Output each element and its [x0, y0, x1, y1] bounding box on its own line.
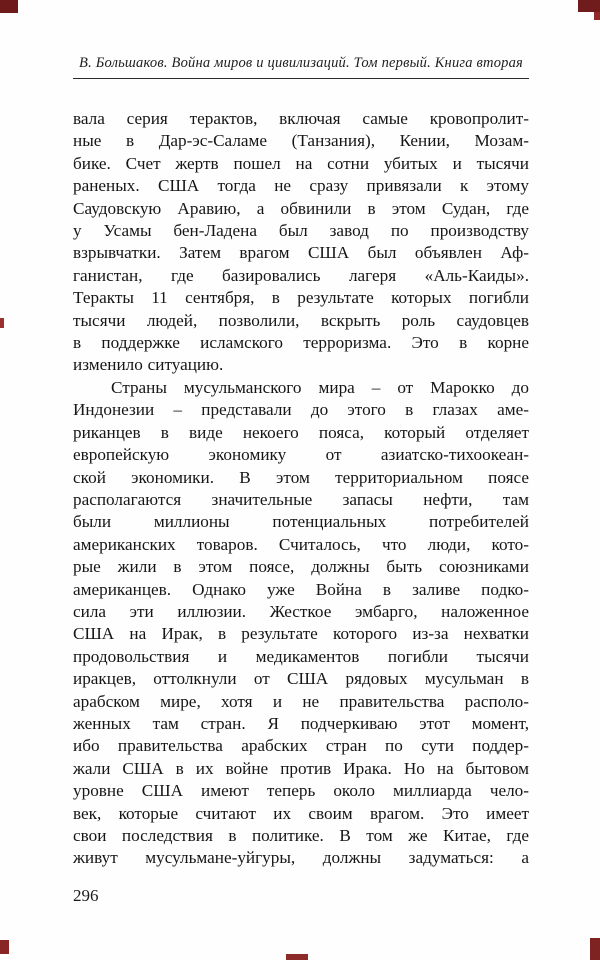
- text-line: ганистан, где базировались лагеря «Аль-Каиды».: [73, 265, 529, 285]
- text-line: уровне США имеют теперь около миллиарда чело-: [73, 781, 529, 801]
- text-line: сила эти иллюзии. Жесткое эмбарго, наложенное: [73, 601, 529, 621]
- text-line: тысячи людей, позволили, вскрыть роль саудовцев: [73, 310, 529, 330]
- paragraph: [73, 108, 529, 377]
- header-rule: [73, 78, 529, 79]
- text-line: взрывчатки. Затем врагом США был объявлен Аф-: [73, 243, 529, 263]
- text-line: продовольствия и медикаментов погибли тысячи: [73, 646, 529, 666]
- text-line: располагаются значительные запасы нефти, там: [73, 489, 529, 509]
- text-line: иракцев, оттолкнули от США рядовых мусульман в: [73, 669, 529, 689]
- scan-artifact-left-edge: [0, 318, 4, 328]
- text-line: жали США в их войне против Ирака. Но на бытовом: [73, 758, 529, 778]
- text-line: раненых. США тогда не сразу привязали к этому: [73, 176, 529, 196]
- text-line: век, которые считают их своим врагом. Это имеет: [73, 803, 529, 823]
- page-number: 296: [73, 886, 99, 905]
- scan-artifact-top-right: [578, 0, 600, 12]
- page-body: [73, 108, 529, 870]
- text-line: ибо правительства арабских стран по сути поддер-: [73, 736, 529, 756]
- paragraph: [73, 377, 529, 870]
- text-line: вала серия терактов, включая самые кровопролит-: [73, 109, 529, 128]
- text-line: изменило ситуацию.: [73, 355, 224, 375]
- text-line: США на Ирак, в результате которого из-за нехватки: [73, 624, 529, 644]
- scan-artifact-bottom-left: [0, 940, 9, 954]
- text-line: Теракты 11 сентября, в результате которых погибли: [73, 288, 529, 308]
- text-line: рые жили в этом поясе, должны быть союзниками: [73, 557, 529, 577]
- running-header: В. Большаков. Война миров и цивилизаций. Том первый. Книга вторая: [79, 55, 523, 71]
- scan-artifact-bottom-center: [286, 954, 308, 960]
- text-line: были миллионы потенциальных потребителей: [73, 512, 529, 532]
- text-line: европейскую экономику от азиатско-тихоокеан-: [73, 445, 529, 465]
- text-line: арабском мире, хотя и не правительства располо-: [73, 691, 529, 711]
- text-line: живут мусульмане-уйгуры, должны задуматься: а: [73, 848, 529, 868]
- text-line: Индонезии – представали до этого в глазах аме-: [73, 400, 529, 420]
- text-line: ные в Дар-эс-Саламе (Танзания), Кении, Мозам-: [73, 131, 529, 151]
- text-line: в поддержке исламского терроризма. Это в корне: [73, 333, 529, 353]
- text-line: американцев. Однако уже Война в заливе подко-: [73, 579, 529, 599]
- text-line: Страны мусульманского мира – от Марокко до: [111, 377, 529, 397]
- text-line: ской экономики. В этом территориальном поясе: [73, 467, 529, 487]
- text-line: риканцев в виде некоего пояса, который отделяет: [73, 422, 529, 442]
- scan-artifact-bottom-right: [590, 938, 600, 960]
- text-line: Саудовскую Аравию, а обвинили в этом Судан, где: [73, 198, 529, 218]
- text-line: у Усамы бен-Ладена был завод по производству: [73, 221, 529, 241]
- text-line: женных там стран. Я подчеркиваю этот момент,: [73, 713, 529, 733]
- text-line: американских товаров. Считалось, что люди, кото-: [73, 534, 529, 554]
- scan-artifact-top-right-2: [594, 12, 600, 20]
- text-line: бике. Счет жертв пошел на сотни убитых и тысячи: [73, 153, 529, 173]
- text-line: свои последствия в политике. В том же Китае, где: [73, 826, 529, 845]
- scan-artifact-top-left: [0, 0, 18, 13]
